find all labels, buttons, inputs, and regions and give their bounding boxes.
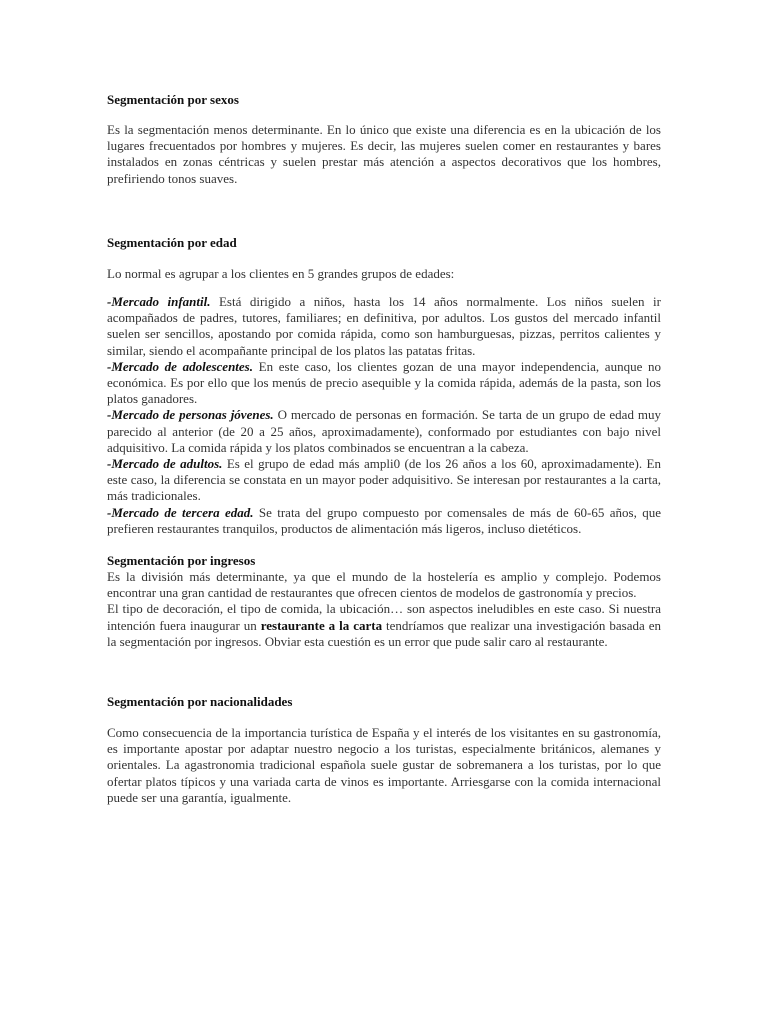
item-title: -Mercado infantil. bbox=[107, 294, 211, 310]
item-text: Es el grupo de edad más ampli0 (de los 26 años a los 60, aproximadamente). En este caso, la diferencia se constata en un mayor poder adquisitivo. Se interesan por restaurantes a la carta, más tradicionales. bbox=[107, 456, 661, 504]
heading-ingresos: Segmentación por ingresos bbox=[107, 553, 256, 569]
item-text: En este caso, los clientes gozan de una mayor independencia, aunque no económica. Es por ello que los menús de precio asequible y la comida rápida, además de la pasta, son los platos ganadores. bbox=[107, 358, 661, 407]
paragraph-ingresos-2 bbox=[107, 601, 661, 650]
paragraph-edad-intro: Lo normal es agrupar a los clientes en 5 grandes grupos de edades: bbox=[107, 265, 455, 281]
item-text: Se trata del grupo compuesto por comensales de más de 60-65 años, que prefieren restaurantes tranquilos, productos de alimentación más ligeros, incluso dietéticos. bbox=[107, 504, 661, 536]
paragraph-nacionalidades: Como consecuencia de la importancia turística de España y el interés de los visitantes en su gastronomía, es importante apostar por adaptar nuestro negocio a los turistas, especialmente británicos, alemanes y orientales. La agastronomia tradicional española suele gustar de sobremanera a los turistas, por lo que ofertar platos típicos y una variada carta de vinos es importante. Arriesgarse con la comida internacional puede ser una garantía, igualmente. bbox=[107, 725, 661, 805]
item-text: O mercado de personas en formación. Se tarta de un grupo de edad muy parecido al anterior (de 20 a 25 años, aproximadamente), conformado por estudiantes con bajo nivel adquisitivo. La comida rápida y los platos combinados se encuentran a la cabeza. bbox=[107, 407, 661, 455]
list-item-mercado-adolescentes bbox=[107, 359, 661, 408]
list-item-mercado-infantil bbox=[107, 294, 661, 359]
heading-nacionalidades: Segmentación por nacionalidades bbox=[107, 694, 293, 710]
text-fragment: tendríamos que realizar una investigación basada en la segmentación por ingresos. Obviar esta cuestión es un error que pude salir caro al restaurante. bbox=[107, 617, 661, 649]
heading-edad: Segmentación por edad bbox=[107, 234, 237, 250]
heading-sexos: Segmentación por sexos bbox=[107, 92, 239, 107]
paragraph-ingresos-1: Es la división más determinante, ya que el mundo de la hostelería es amplio y complejo. Podemos encontrar una gran cantidad de restaurantes que ofrecen cientos de modelos de gastronomía y precios. bbox=[107, 569, 661, 601]
item-title: -Mercado de adultos. bbox=[107, 456, 223, 472]
list-item-mercado-tercera-edad bbox=[107, 505, 661, 537]
item-text: Está dirigido a niños, hasta los 14 años normalmente. Los niños suelen ir acompañados de padres, tutores, familiares; en definitiva, por adultos. Los gustos del mercado infantil suelen ser sencillos, apostando por comida rápida, como son hamburguesas, pizzas, perritos calientes y similar, siendo el acompañante principal de los platos las patatas fritas. bbox=[107, 294, 661, 358]
paragraph-sexos: Es la segmentación menos determinante. En lo único que existe una diferencia es en la ubicación de los lugares frecuentados por hombres y mujeres. Es decir, las mujeres suelen comer en restaurantes y bares instalados en zonas céntricas y suelen prestar más atención a aspectos decorativos que los hombres, prefiriendo tonos suaves. bbox=[107, 122, 661, 186]
item-title: -Mercado de tercera edad. bbox=[107, 504, 254, 520]
document-content bbox=[107, 92, 661, 806]
restaurante-a-la-carta-bold: restaurante a la carta bbox=[260, 617, 383, 633]
list-item-mercado-jovenes bbox=[107, 407, 661, 456]
list-item-mercado-adultos bbox=[107, 456, 661, 505]
text-fragment: El tipo de decoración, el tipo de comida, la ubicación… son aspectos ineludibles en este caso. Si nuestra intención fuera inaugurar un bbox=[107, 601, 661, 633]
item-title: -Mercado de personas jóvenes. bbox=[107, 407, 274, 423]
item-title: -Mercado de adolescentes. bbox=[107, 358, 253, 374]
